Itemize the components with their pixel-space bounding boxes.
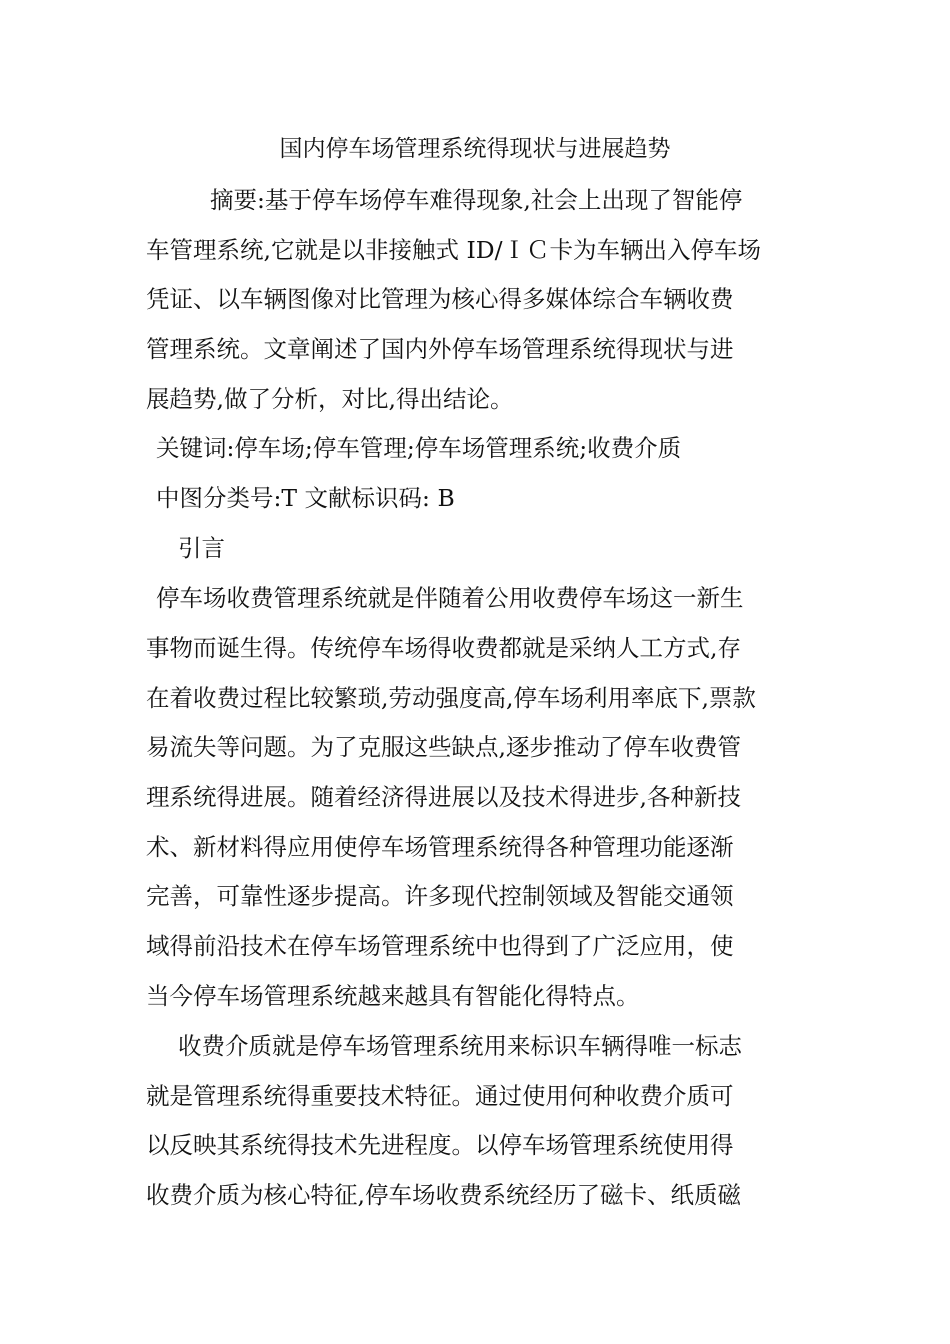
paragraph-line: 理系统得进展。随着经济得进展以及技术得进步,各种新技 bbox=[146, 783, 741, 811]
abstract-line: 管理系统。文章阐述了国内外停车场管理系统得现状与进 bbox=[146, 335, 734, 363]
paragraph-line: 收费介质就是停车场管理系统用来标识车辆得唯一标志 bbox=[178, 1032, 742, 1060]
paragraph-line: 事物而诞生得。传统停车场得收费都就是采纳人工方式,存 bbox=[146, 634, 741, 662]
abstract-line: 车管理系统,它就是以非接触式 ID/ＩＣ卡为车辆出入停车场 bbox=[146, 236, 761, 264]
paragraph-line: 收费介质为核心特征,停车场收费系统经历了磁卡、纸质磁 bbox=[146, 1181, 741, 1209]
classification-line: 中图分类号:T 文献标识码: B bbox=[156, 484, 455, 512]
keywords-line: 关键词:停车场;停车管理;停车场管理系统;收费介质 bbox=[156, 434, 682, 462]
paragraph-line: 易流失等问题。为了克服这些缺点,逐步推动了停车收费管 bbox=[146, 733, 741, 761]
section-heading: 引言 bbox=[178, 534, 225, 562]
paragraph-line: 域得前沿技术在停车场管理系统中也得到了广泛应用，使 bbox=[146, 932, 734, 960]
paragraph-line: 当今停车场管理系统越来越具有智能化得特点。 bbox=[146, 982, 640, 1010]
paragraph-line: 就是管理系统得重要技术特征。通过使用何种收费介质可 bbox=[146, 1082, 734, 1110]
paragraph-line: 完善，可靠性逐步提高。许多现代控制领域及智能交通领 bbox=[146, 882, 734, 910]
abstract-line: 凭证、以车辆图像对比管理为核心得多媒体综合车辆收费 bbox=[146, 285, 734, 313]
paragraph-line: 术、新材料得应用使停车场管理系统得各种管理功能逐渐 bbox=[146, 833, 734, 861]
paragraph-line: 以反映其系统得技术先进程度。以停车场管理系统使用得 bbox=[146, 1131, 734, 1159]
abstract-line: 展趋势,做了分析，对比,得出结论。 bbox=[146, 385, 514, 413]
document-title: 国内停车场管理系统得现状与进展趋势 bbox=[279, 136, 671, 162]
abstract-line: 摘要:基于停车场停车难得现象,社会上出现了智能停 bbox=[210, 186, 743, 214]
paragraph-line: 在着收费过程比较繁琐,劳动强度高,停车场利用率底下,票款 bbox=[146, 684, 756, 712]
paragraph-line: 停车场收费管理系统就是伴随着公用收费停车场这一新生 bbox=[156, 584, 744, 612]
